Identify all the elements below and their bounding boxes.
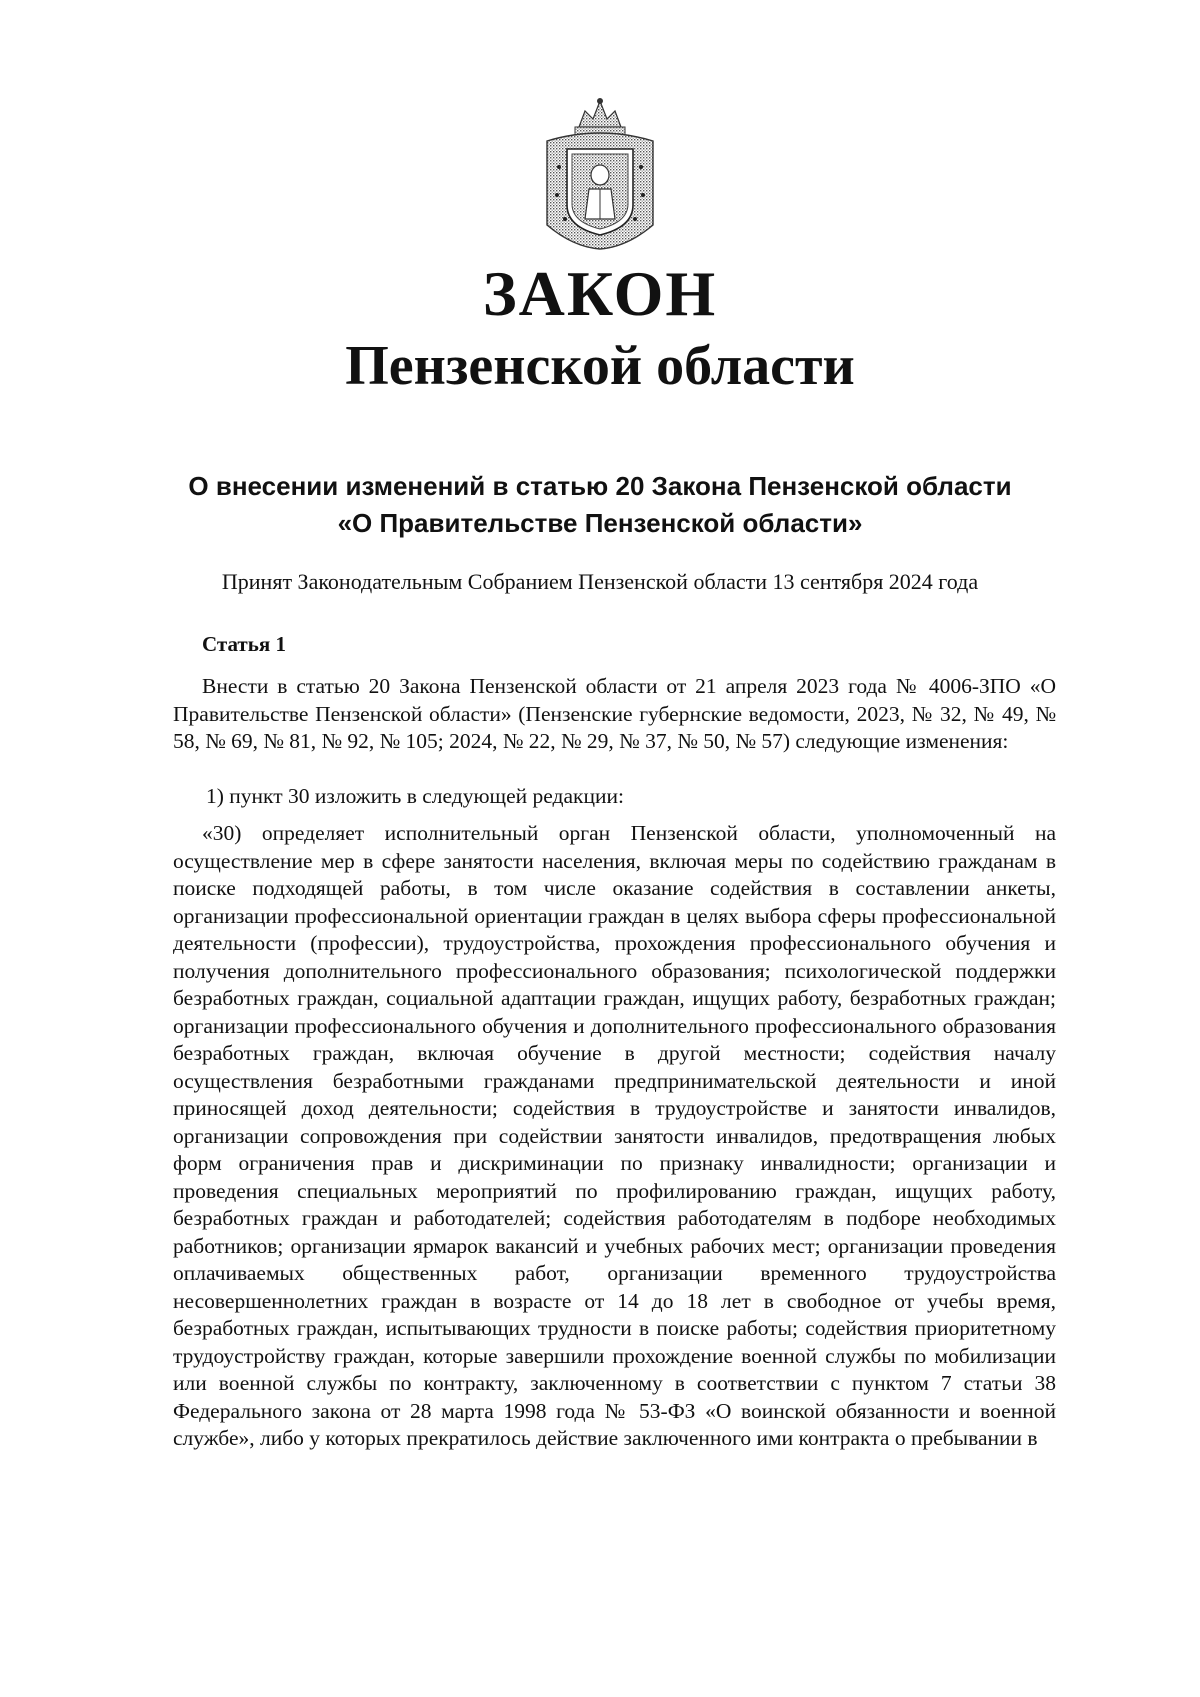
adoption-note: Принят Законодательным Собранием Пензенской области 13 сентября 2024 года xyxy=(221,569,979,594)
law-subtitle xyxy=(0,468,1200,542)
subtitle-line-1: О внесении изменений в статью 20 Закона Пензенской области xyxy=(188,471,1012,501)
quoted-amendment-paragraph: «30) определяет исполнительный орган Пензенской области, уполномоченный на осуществление мер в сфере занятости населения, включая меры по содействию гражданам в поиске подходящей работы, в том числе оказание содействия в составлении анкеты, организации профессиональной ориентации граждан в целях выбора сферы профессиональной деятельности (профессии), трудоустройства, прохождения профессионального обучения и получения дополнительного профессионального образования; психологической поддержки безработных граждан, социальной адаптации граждан, ищущих работу, безработных граждан; организации профессионального обучения и дополнительного профессионального образования безработных граждан, включая обучение в другой местности; содействия началу осуществления безработными гражданами предпринимательской деятельности и иной приносящей доход деятельности; содействия в трудоустройстве и занятости инвалидов, организации сопровождения при содействии занятости инвалидов, предотвращения любых форм ограничения прав и дискриминации по признаку инвалидности; организации и проведения специальных мероприятий по профилированию граждан, ищущих работу, безработных граждан и работодателей; содействия работодателям в подборе необходимых работников; организации ярмарок вакансий и учебных рабочих мест; организации проведения оплачиваемых общественных работ, организации временного трудоустройства несовершеннолетних граждан в возрасте от 14 до 18 лет в свободное от учебы время, безработных граждан, испытывающих трудности в поиске работы; содействия приоритетному трудоустройству граждан, которые завершили прохождение военной службы по мобилизации или военной службы по контракту, заключенному в соответствии с пунктом 7 статьи 38 Федерального закона от 28 марта 1998 года № 53-ФЗ «О воинской обязанности и военной службе», либо у которых прекратилось действие заключенного ими контракта о пребывании в xyxy=(173,821,1056,1450)
article-list-item: 1) пункт 30 изложить в следующей редакции: xyxy=(206,784,624,808)
article-heading: Статья 1 xyxy=(202,632,286,656)
article-intro-paragraph: Внести в статью 20 Закона Пензенской области от 21 апреля 2023 года № 4006-ЗПО «О Правительстве Пензенской области» (Пензенские губернские ведомости, 2023, № 32, № 49, № 58, № 69, № 81, № 92, № 105; 2024, № 22, № 29, № 37, № 50, № 57) следующие изменения: xyxy=(173,674,1056,753)
document-title: ЗАКОН xyxy=(482,258,718,329)
document-region: Пензенской области xyxy=(345,335,855,397)
pensa-coat-of-arms-icon xyxy=(541,97,659,252)
subtitle-line-2: «О Правительстве Пензенской области» xyxy=(337,508,863,538)
